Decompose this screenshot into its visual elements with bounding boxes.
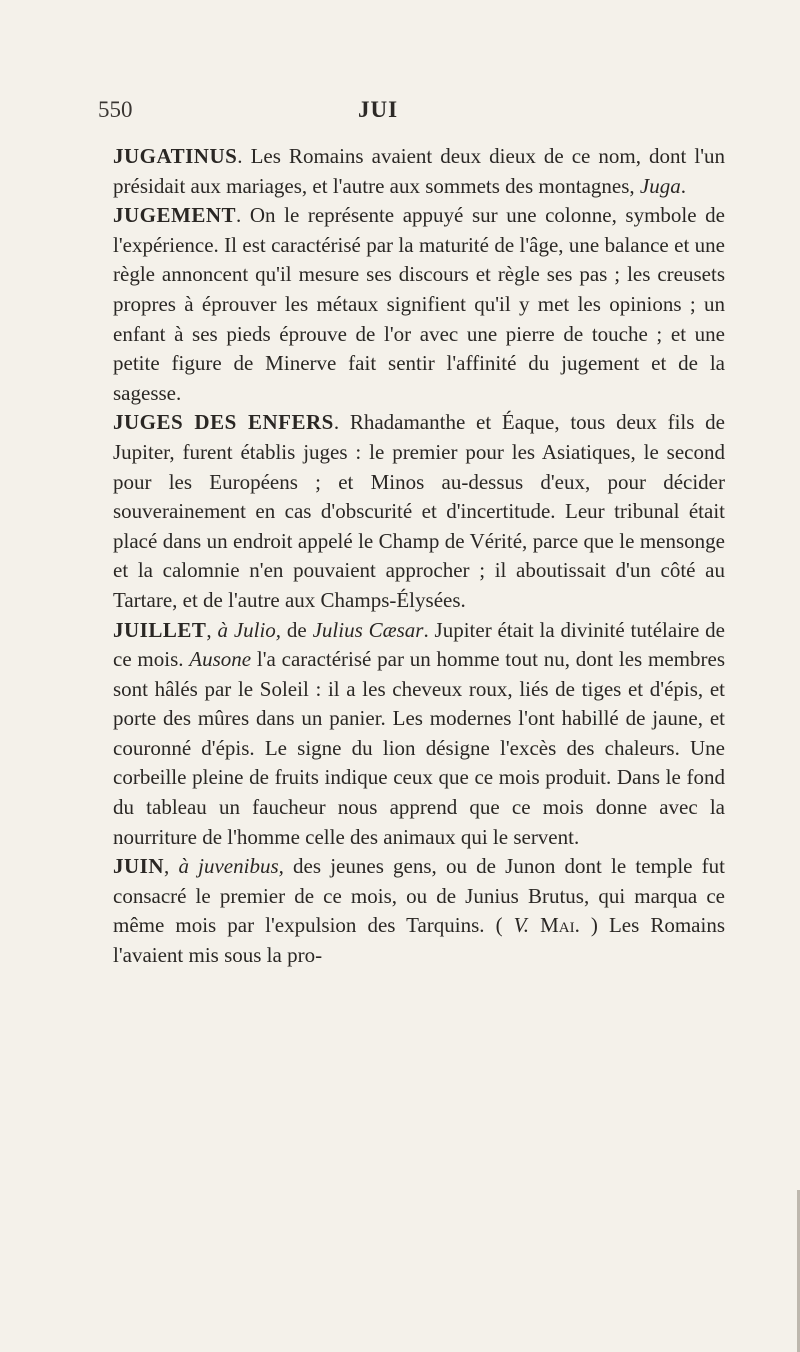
entry-text: de: [281, 617, 313, 642]
headword: JUILLET: [113, 617, 207, 642]
entry-text: . Jupiter était la divinité tutélaire de ce mois.: [113, 617, 725, 672]
entry-italic: à Julio,: [217, 617, 282, 642]
dictionary-text: [113, 142, 725, 971]
entry-italic: Juga: [639, 173, 681, 198]
headword: JUGES DES ENFERS: [113, 410, 334, 435]
entry-juges-des-enfers: [113, 408, 725, 615]
entry-italic: Julius Cæsar: [312, 617, 424, 642]
entry-text: ,: [206, 617, 218, 642]
entry-text: . Rhadamanthe et Éaque, tous deux fils de Jupiter, furent établis juges : le premier pour les Asiatiques, le second pour les Européens ; et Minos au-dessus d'eux, pour décider souverainement en cas d'obscurité et d'incertitude. Leur tribunal était placé dans un endroit appelé le Champ de Vérité, parce que le mensonge et la calomnie n'en pouvaient approcher ; il aboutissait d'un côté au Tartare, et de l'autre aux Champs-Élysées.: [113, 410, 725, 612]
entry-text: .: [680, 173, 686, 198]
entry-jugement: [113, 201, 725, 408]
entry-juillet: [113, 616, 725, 853]
entry-italic: V.: [513, 913, 530, 938]
headword: JUIN: [113, 854, 165, 879]
entry-text: ,: [164, 854, 179, 879]
entry-italic: Ausone: [189, 647, 252, 672]
entry-italic: à juvenibus,: [178, 854, 284, 879]
entry-text: . ) Les Romains l'avaient mis sous la pro-: [113, 913, 726, 968]
headword: JUGATINUS: [113, 144, 238, 168]
headword: JUGEMENT: [113, 203, 237, 228]
entry-jugatinus: [113, 142, 725, 201]
entry-text: . Les Romains avaient deux dieux de ce nom, dont l'un présidait aux mariages, et l'autre aux sommets des montagnes,: [113, 144, 725, 198]
entry-smallcaps: Mai: [540, 913, 575, 938]
running-head: JUI: [358, 97, 399, 122]
entry-text: l'a caractérisé par un homme tout nu, dont les membres sont hâlés par le Soleil : il a les cheveux roux, liés de tiges et d'épis, et porte des mûres dans un panier. Les modernes l'ont habillé de jaune, et couronné d'épis. Le signe du lion désigne l'excès des chaleurs. Une corbeille pleine de fruits indique ceux que ce mois produit. Dans le fond du tableau un faucheur nous apprend que ce mois donne avec la nourriture de l'homme celle des animaux qui le servent.: [113, 647, 725, 849]
entry-text: des jeunes gens, ou de Junon dont le temple fut consacré le premier de ce mois, ou de Junius Brutus, qui marqua ce même mois par l'expulsion des Tarquins. (: [113, 854, 726, 938]
page-number: 550: [98, 97, 133, 122]
page-header: [98, 97, 718, 137]
entry-text: [529, 913, 540, 937]
entry-juin: [113, 852, 725, 970]
entry-text: . On le représente appuyé sur une colonne, symbole de l'expérience. Il est caractérisé par la maturité de l'âge, une balance et une règle annoncent qu'il mesure ses discours et règle ses pas ; les creusets propres à éprouver les métaux signifient qu'il y met les opinions ; un enfant à ses pieds éprouve de l'or avec une pierre de touche ; et une petite figure de Minerve fait sentir l'affinité du jugement et de la sagesse.: [113, 203, 725, 405]
